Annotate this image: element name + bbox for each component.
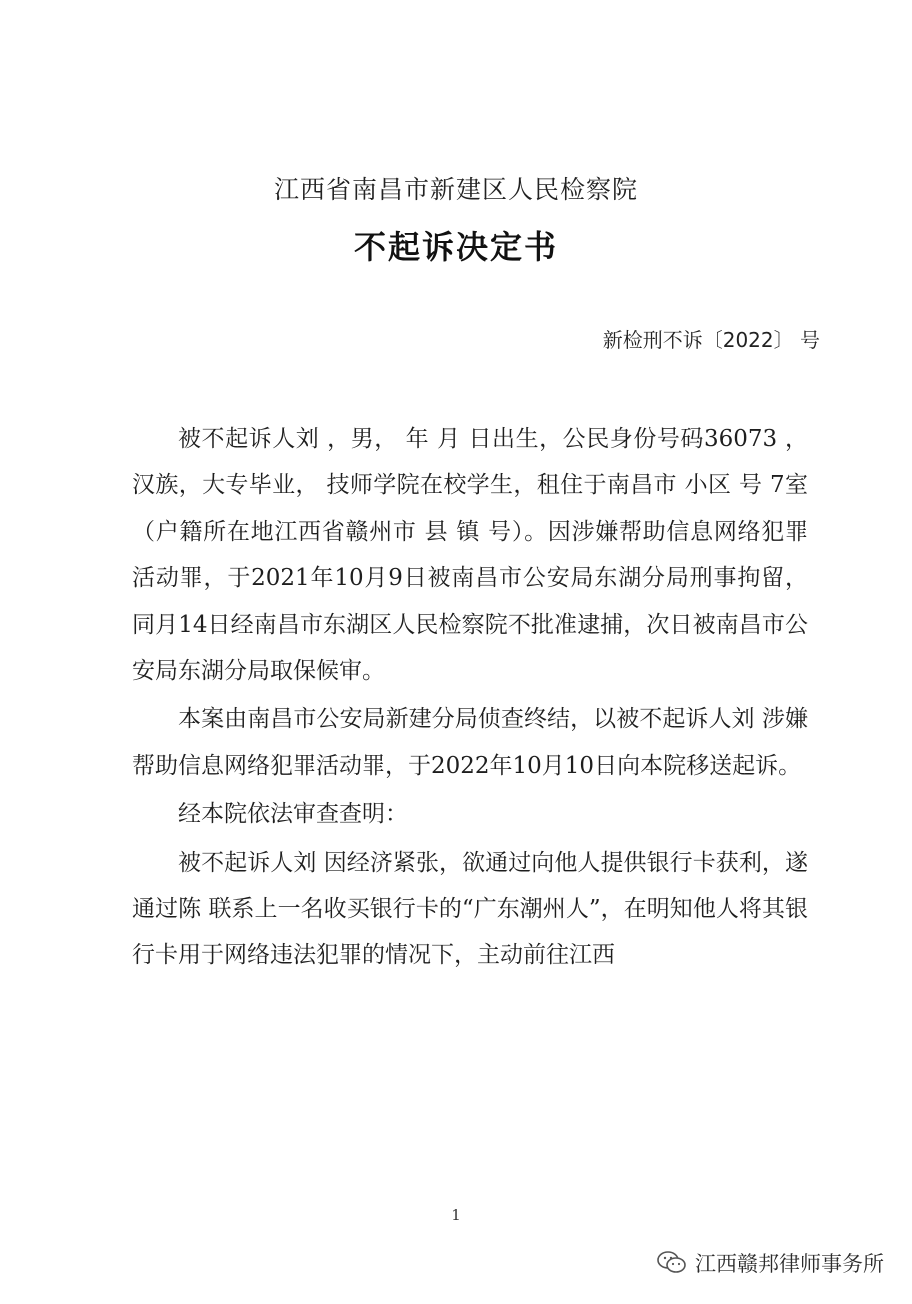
document-title: 不起诉决定书 bbox=[353, 228, 558, 266]
wechat-icon bbox=[657, 1250, 687, 1276]
paragraph-4: 被不起诉人刘 因经济紧张，欲通过向他人提供银行卡获利，遂通过陈 联系上一名收买银行卡的“广东潮州人”，在明知他人将其银行卡用于网络违法犯罪的情况下，主动前往江西 bbox=[132, 849, 808, 969]
paragraph-1: 被不起诉人刘 ，男， 年 月 日出生，公民身份号码36073 ，汉族，大专毕业， 技师学院在校学生，租住于南昌市 小区 号 7室（户籍所在地江西省赣州市 县 镇 号）。因涉嫌帮助信息网络犯罪活动罪，于2021年10月9日被南昌市公安局东湖分局刑事拘留，同月14日经南昌市东湖区人民检察院不批准逮捕，次日被南昌市公安局东湖分局取保候审。 bbox=[132, 426, 808, 685]
watermark-text: 江西赣邦律师事务所 bbox=[695, 1252, 884, 1276]
watermark bbox=[657, 1248, 884, 1278]
paragraph-2: 本案由南昌市公安局新建分局侦查终结，以被不起诉人刘 涉嫌帮助信息网络犯罪活动罪，于2022年10月10日向本院移送起诉。 bbox=[132, 706, 808, 779]
organization-name: 江西省南昌市新建区人民检察院 bbox=[273, 175, 638, 204]
paragraph-3: 经本院依法审查查明： bbox=[178, 801, 408, 828]
page-number: 1 bbox=[451, 1206, 461, 1224]
document-body bbox=[132, 416, 808, 979]
document-number: 新检刑不诉〔2022〕 号 bbox=[602, 328, 820, 352]
